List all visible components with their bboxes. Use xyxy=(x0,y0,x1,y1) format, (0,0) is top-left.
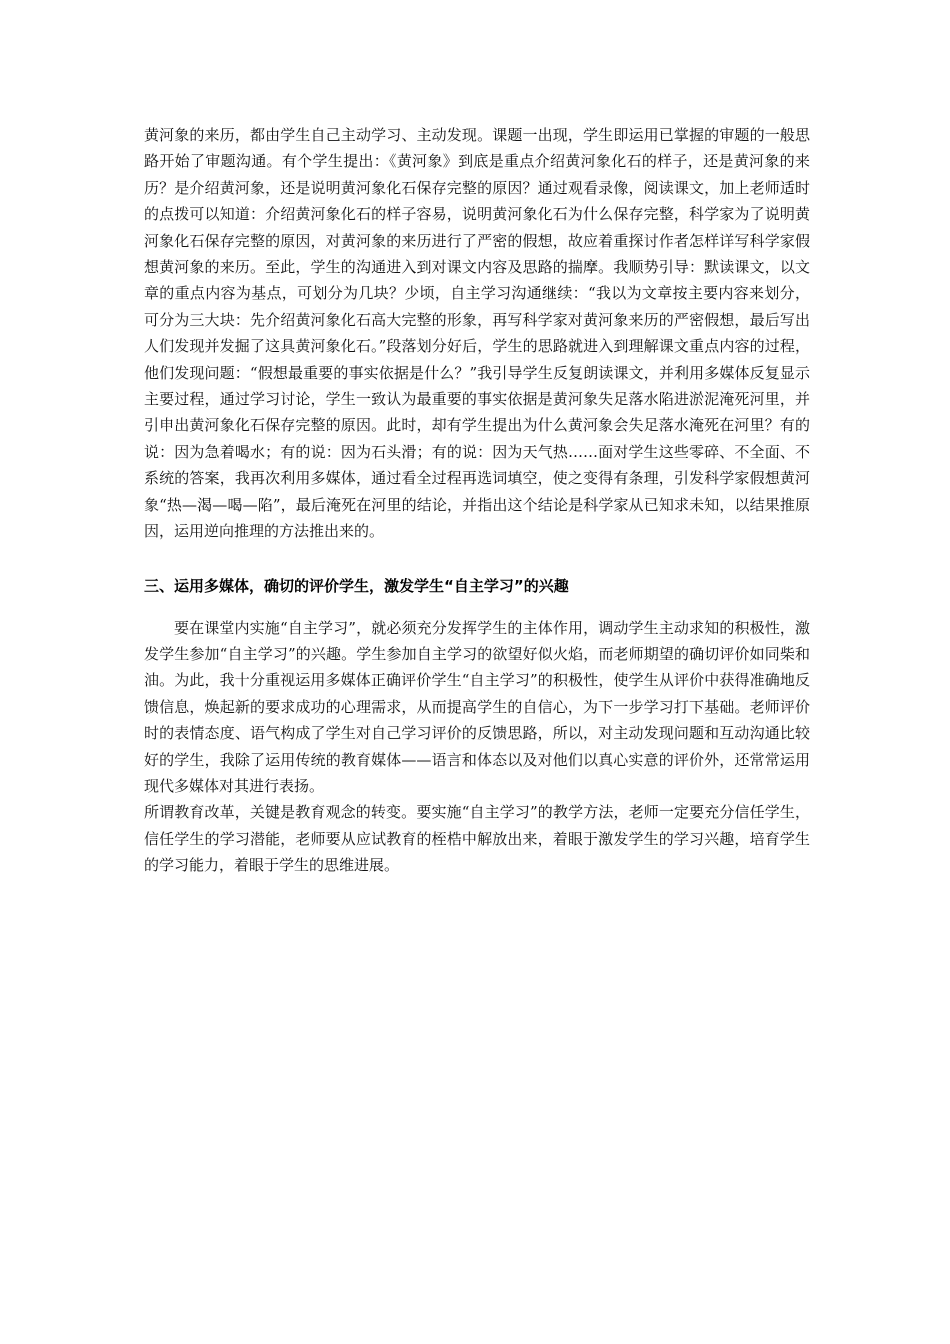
heading-spacer xyxy=(144,599,810,615)
section-heading: 三、运用多媒体，确切的评价学生，激发学生“自主学习”的兴趣 xyxy=(144,576,569,595)
body-paragraph-evaluation: 要在课堂内实施“自主学习”，就必须充分发挥学生的主体作用，调动学生主动求知的积极性，激发学生参加“自主学习”的兴趣。学生参加自主学习的欲望好似火焰，而老师期望的确切评价如同柴和油。为此，我十分重视运用多媒体正确评价学生“自主学习”的积极性，使学生从评价中获得准确地反馈信息，焕起新的要求成功的心理需求，从而提高学生的自信心，为下一步学习打下基础。老师评价时的表情态度、语气构成了学生对自己学习评价的反馈思路，所以，对主动发现问题和互动沟通比较好的学生，我除了运用传统的教育媒体——语言和体态以及对他们以真心实意的评价外，还常常运用现代多媒体对其进行表扬。 xyxy=(144,618,810,795)
body-paragraph-intro: 黄河象的来历，都由学生自己主动学习、主动发现。课题一出现，学生即运用已掌握的审题的一般思路开始了审题沟通。有个学生提出：《黄河象》到底是重点介绍黄河象化石的样子，还是黄河象的来历？是介绍黄河象，还是说明黄河象化石保存完整的原因？通过观看录像，阅读课文，加上老师适时的点拨可以知道：介绍黄河象化石的样子容易，说明黄河象化石为什么保存完整，科学家为了说明黄河象化石保存完整的原因，对黄河象的来历进行了严密的假想，故应着重探讨作者怎样详写科学家假想黄河象的来历。至此，学生的沟通进入到对课文内容及思路的揣摩。我顺势引导：默读课文，以文章的重点内容为基点，可划分为几块？少顷，自主学习沟通继续：“我以为文章按主要内容来划分，可分为三大块：先介绍黄河象化石高大完整的形象，再写科学家对黄河象来历的严密假想，最后写出人们发现并发掘了这具黄河象化石。”段落划分好后，学生的思路就进入到理解课文重点内容的过程，他们发现问题：“假想最重要的事实依据是什么？”我引导学生反复朗读课文，并利用多媒体反复显示主要过程，通过学习讨论，学生一致认为最重要的事实依据是黄河象失足落水陷进淤泥淹死河里，并引申出黄河象化石保存完整的原因。此时，却有学生提出为什么黄河象会失足落水淹死在河里？有的说：因为急着喝水；有的说：因为石头滑；有的说：因为天气热……面对学生这些零碎、不全面、不系统的答案，我再次利用多媒体，通过看全过程再选词填空，使之变得有条理，引发科学家假想黄河象“热—渴—喝—陷”，最后淹死在河里的结论，并指出这个结论是科学家从已知求未知，以结果推原因，运用逆向推理的方法推出来的。 xyxy=(144,126,810,541)
body-paragraph-conclusion: 所谓教育改革，关键是教育观念的转变。要实施“自主学习”的教学方法，老师一定要充分信任学生，信任学生的学习潜能，老师要从应试教育的桎梏中解放出来，着眼于激发学生的学习兴趣，培育学生的学习能力，着眼于学生的思维进展。 xyxy=(144,803,810,875)
document-page xyxy=(144,122,810,879)
paragraph-spacer xyxy=(144,545,810,559)
